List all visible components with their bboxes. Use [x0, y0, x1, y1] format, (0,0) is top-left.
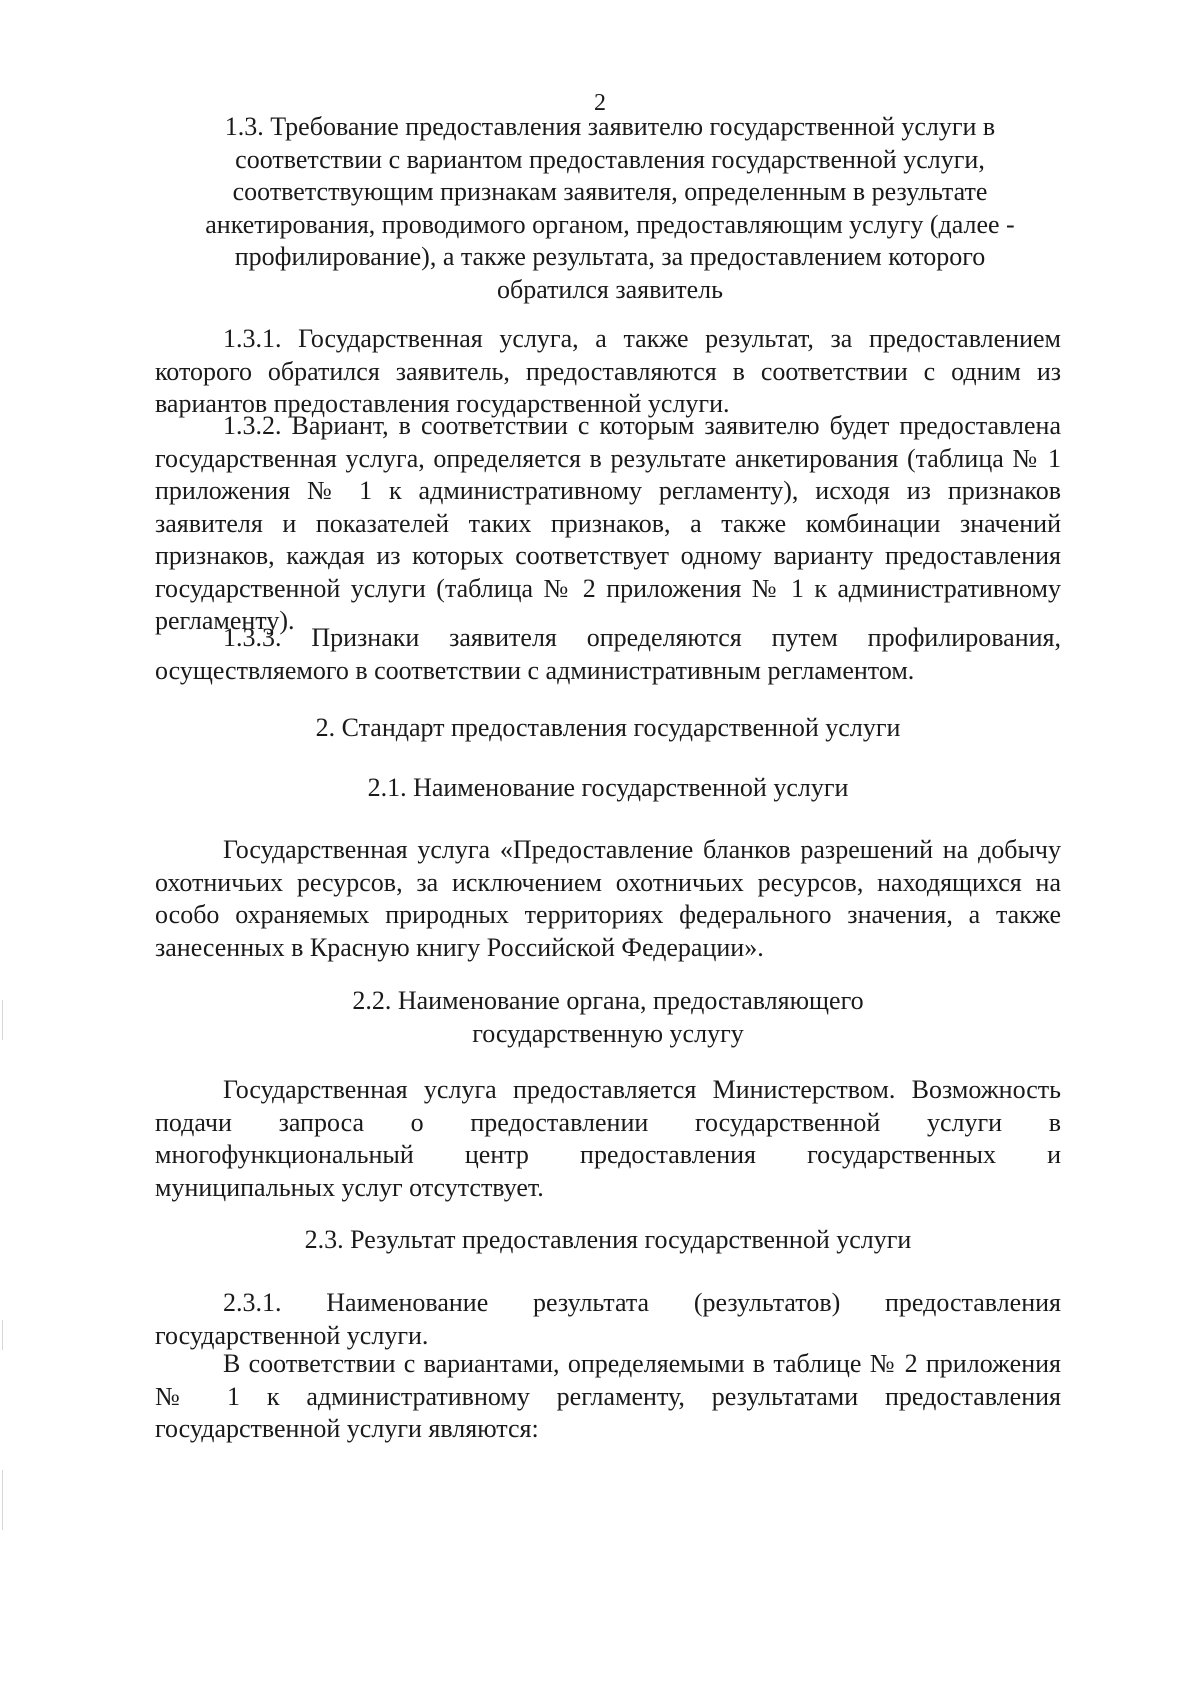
paragraph-2-2: Государственная услуга предоставляется Министерством. Возможность подачи запроса о предоставлении государственной услуги в многофункциональный центр предоставления государственных и муниципальных услуг отсутствует. [155, 1075, 1061, 1202]
section-2-1-heading: 2.1. Наименование государственной услуги [367, 773, 849, 802]
section-2-3-heading: 2.3. Результат предоставления государственной услуги [304, 1225, 912, 1254]
paragraph-2-1: Государственная услуга «Предоставление бланков разрешений на добычу охотничьих ресурсов, за исключением охотничьих ресурсов, находящихся на особо охраняемых природных территориях федерального значения, а также занесенных в Красную книгу Российской Федерации». [155, 835, 1061, 962]
paragraph-2-3-1: 2.3.1. Наименование результата (результатов) предоставления государственной услуги. [155, 1288, 1061, 1350]
scan-edge-mark [2, 1320, 3, 1350]
paragraph-1-3-2: 1.3.2. Вариант, в соответствии с которым заявителю будет предоставлена государственная услуга, определяется в результате анкетирования (таблица № 1 приложения № 1 к административному регламенту), исходя из признаков заявителя и показателей таких признаков, а также комбинации значений признаков, каждая из которых соответствует одному варианту предоставления государственной услуги (таблица № 2 приложения № 1 к административному регламенту). [155, 411, 1061, 635]
section-2-2-heading-line-1: 2.2. Наименование органа, предоставляющего [352, 986, 864, 1015]
paragraph-1-3-1: 1.3.1. Государственная услуга, а также результат, за предоставлением которого обратился заявитель, предоставляются в соответствии с одним из вариантов предоставления государственной услуги. [155, 324, 1061, 418]
section-2-heading: 2. Стандарт предоставления государственной услуги [315, 713, 901, 742]
paragraph-1-3-3: 1.3.3. Признаки заявителя определяются путем профилирования, осуществляемого в соответствии с административным регламентом. [155, 623, 1061, 685]
paragraph-2-3-2: В соответствии с вариантами, определяемыми в таблице № 2 приложения № 1 к административному регламенту, результатами предоставления государственной услуги являются: [155, 1349, 1061, 1443]
page-number: 2 [594, 90, 606, 116]
section-1-3-heading: 1.3. Требование предоставления заявителю государственной услуги в соответствии с вариантом предоставления государственной услуги, соответствующим признакам заявителя, определенным в результате анкетирования, проводимого органом, предоставляющим услугу (далее - профилирование), а также результата, за предоставлением которого обратился заявитель [205, 112, 1015, 304]
section-2-2-heading-line-2: государственную услугу [472, 1018, 744, 1048]
scan-edge-mark [2, 1470, 3, 1530]
section-2-2-heading [155, 985, 1061, 1050]
scan-edge-mark [2, 1000, 3, 1040]
